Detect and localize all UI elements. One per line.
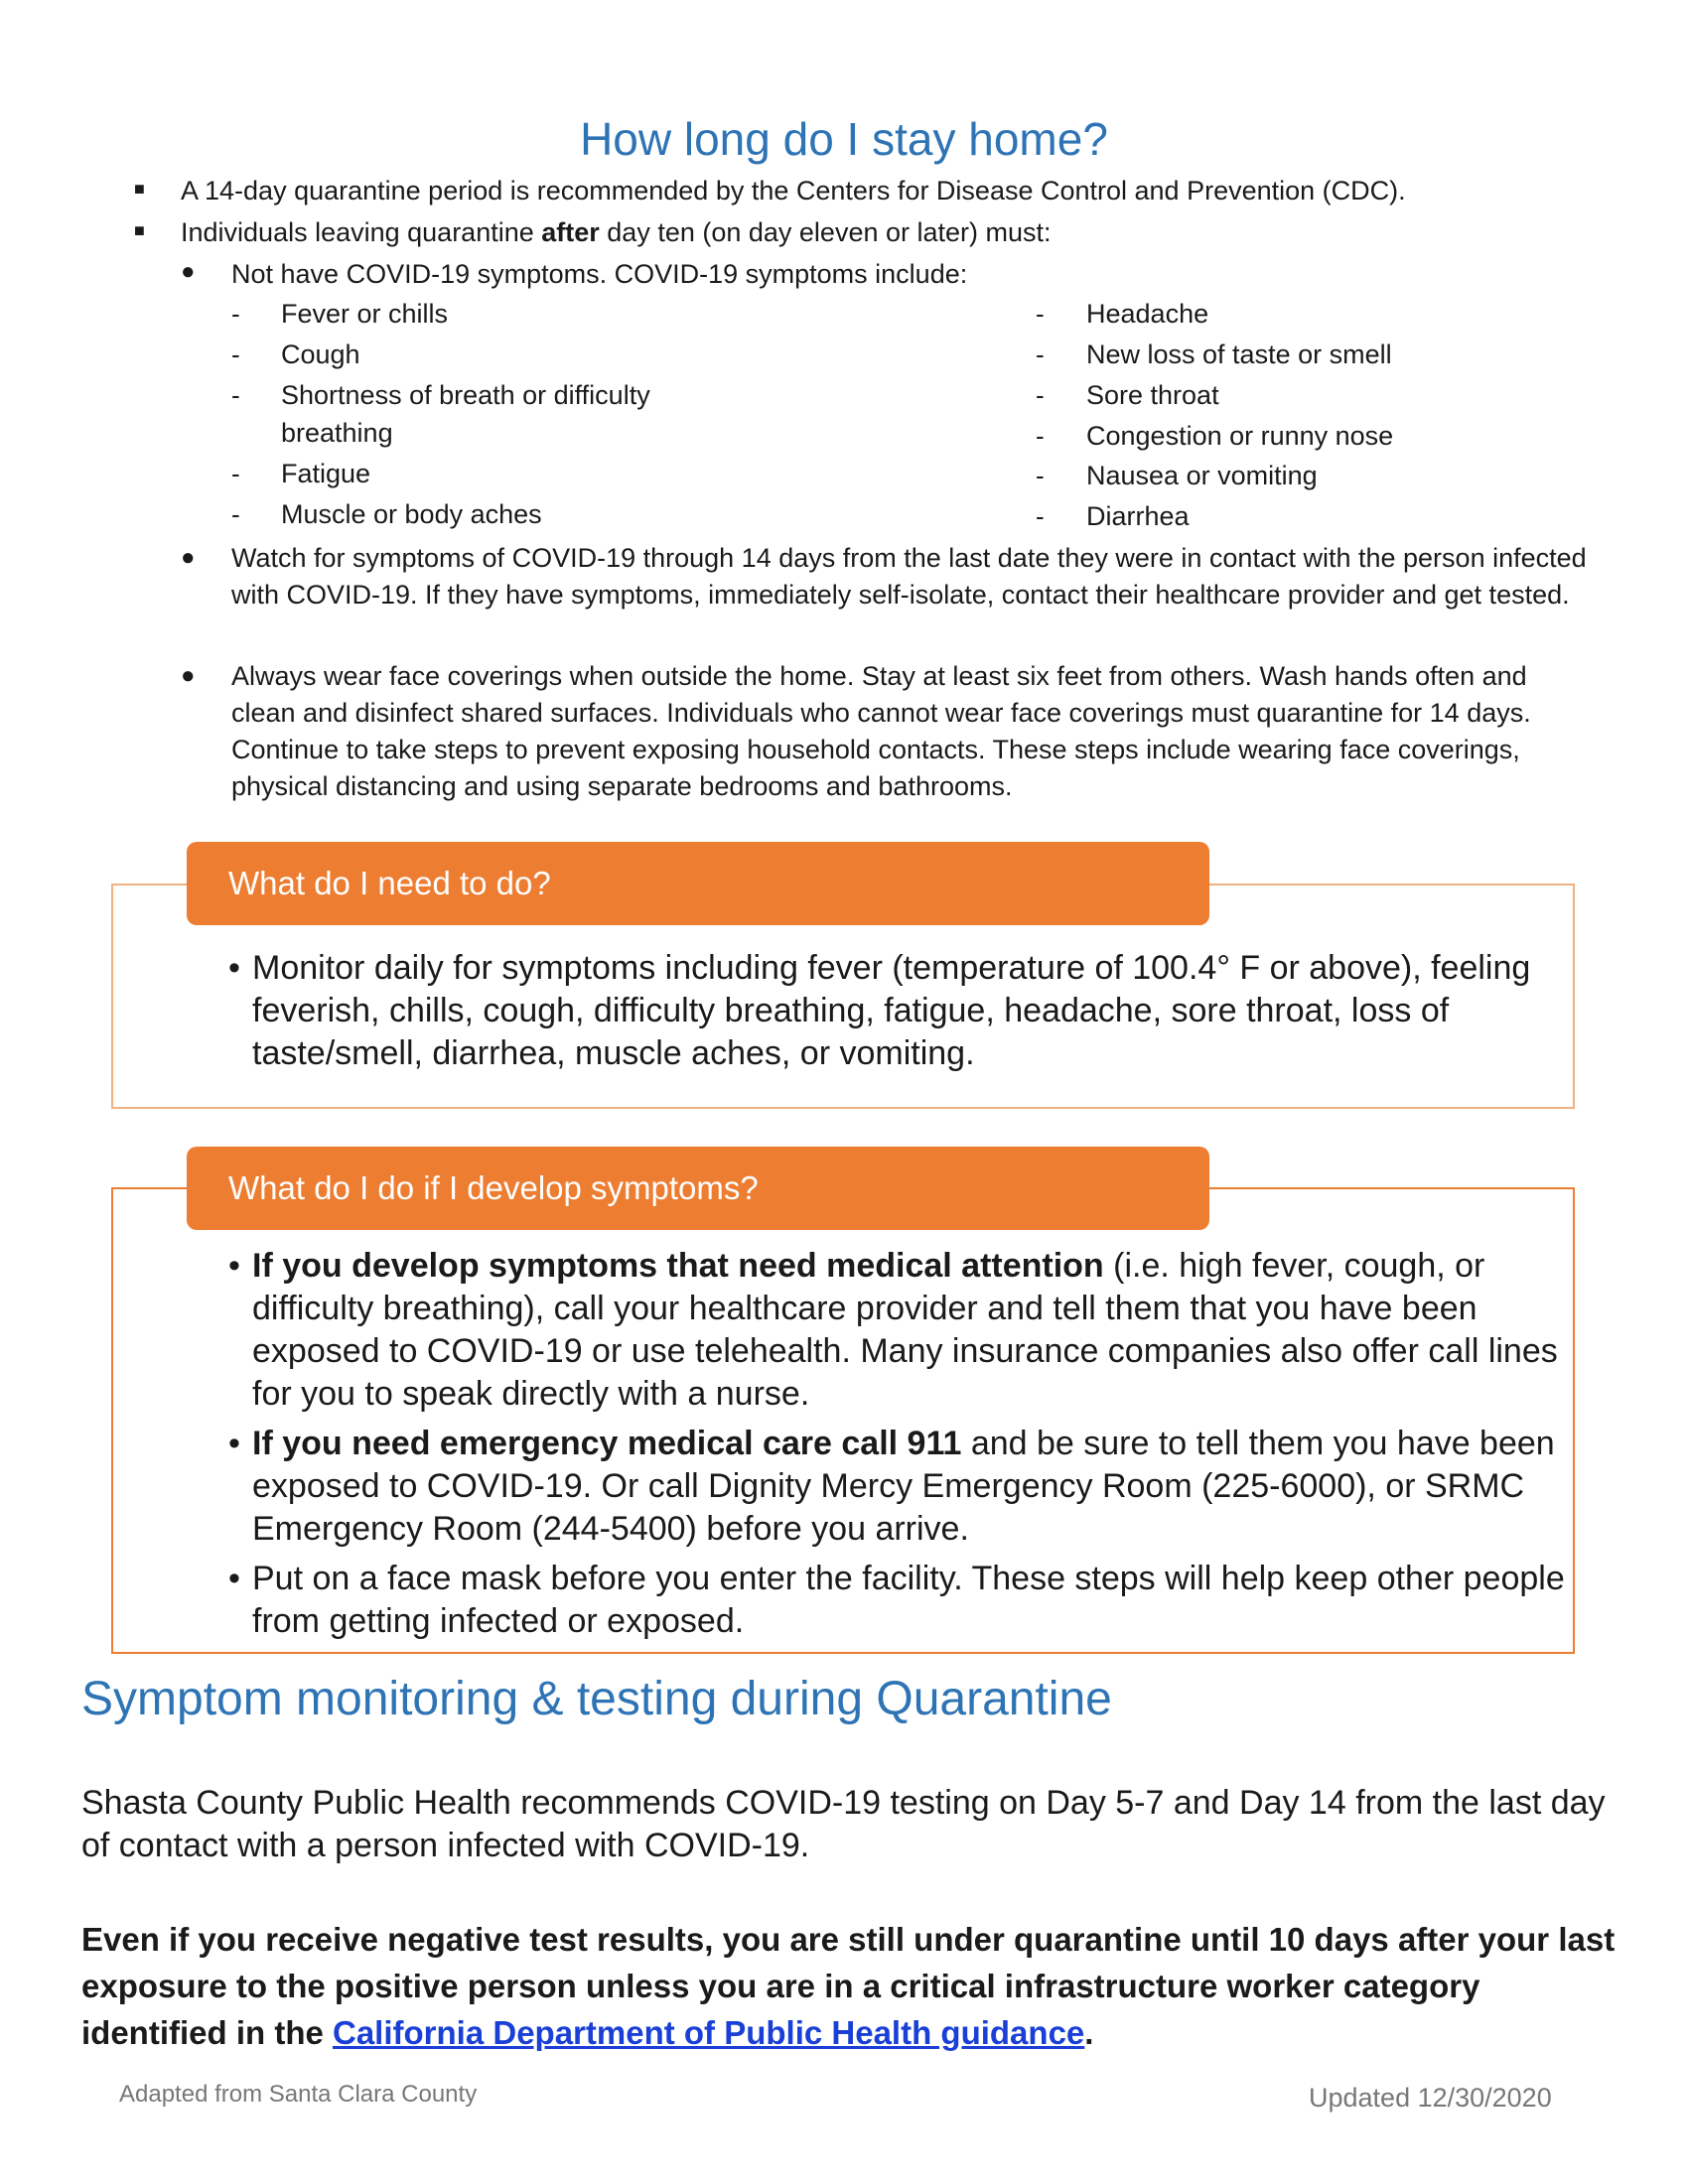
symptom-item: Fatigue (281, 459, 371, 488)
dash-icon: - (231, 459, 240, 488)
square-bullet-icon: ■ (134, 179, 145, 199)
sub-bullet-no-symptoms: Not have COVID-19 symptoms. COVID-19 symptoms include: (231, 259, 968, 289)
symptom-item: Nausea or vomiting (1086, 461, 1318, 490)
symptom-item-continued: breathing (281, 418, 393, 448)
quarantine-warning: Even if you receive negative test results, you are still under quarantine until 10 days after your last exposure to the positive person unless you are in a critical infrastructure worker category identified in the California Department of Public Health guidance. (81, 1921, 1616, 2051)
bullet-cdc: A 14-day quarantine period is recommended by the Centers for Disease Control and Prevention (CDC). (181, 176, 1406, 205)
sub-bullet-watch-symptoms: Watch for symptoms of COVID-19 through 14 days from the last date they were in contact with the person infected with COVID-19. If they have symptoms, immediately self-isolate, contact their healthcare provider and get tested. (231, 543, 1587, 610)
symptom-item: Fever or chills (281, 299, 449, 329)
square-bullet-icon: ■ (134, 220, 145, 240)
symptom-item: Diarrhea (1086, 501, 1190, 531)
dash-icon: - (1036, 461, 1045, 490)
dash-icon: - (231, 299, 240, 329)
dash-icon: - (1036, 501, 1045, 531)
face-mask-item: • Put on a face mask before you enter the facility. These steps will help keep other people from getting infected or exposed. (228, 1558, 1583, 1643)
footer-adapted-from: Adapted from Santa Clara County (119, 2081, 478, 2108)
section-title-testing: Symptom monitoring & testing during Quarantine (81, 1673, 1112, 1725)
dash-icon: - (1036, 421, 1045, 451)
page-title: How long do I stay home? (580, 113, 1108, 165)
develop-symptoms-heading: What do I do if I develop symptoms? (187, 1147, 1209, 1230)
testing-recommendation: Shasta County Public Health recommends COVID-19 testing on Day 5-7 and Day 14 from the last day of contact with a person infected with COVID-19. (81, 1784, 1606, 1864)
symptom-item: Cough (281, 340, 360, 369)
need-to-do-heading: What do I need to do? (187, 842, 1209, 925)
dash-icon: - (231, 499, 240, 529)
symptom-item: New loss of taste or smell (1086, 340, 1392, 369)
symptom-item: Shortness of breath or difficulty (281, 380, 650, 410)
footer-updated-date: Updated 12/30/2020 (1309, 2083, 1552, 2113)
symptom-item: Headache (1086, 299, 1209, 329)
symptom-item: Muscle or body aches (281, 499, 542, 529)
dash-icon: - (231, 380, 240, 410)
dash-icon: - (1036, 380, 1045, 410)
monitor-daily-item: • Monitor daily for symptoms including fever (temperature of 100.4° F or above), feeling feverish, chills, cough, difficulty breathing, fatigue, headache, sore throat, loss of taste/smell, diarrhea, muscle aches, or vomiting. (228, 947, 1583, 1075)
sub-bullet-face-coverings: Always wear face coverings when outside the home. Stay at least six feet from others. Wash hands often and clean and disinfect shared surfaces. Individuals who cannot wear face coverings must quarantine for 14 days. Continue to take steps to prevent exposing household contacts. These steps include wearing face coverings, physical distancing and using separate bedrooms and bathrooms. (231, 661, 1531, 801)
dot-bullet-icon: ● (181, 544, 196, 571)
dash-icon: - (1036, 340, 1045, 369)
symptom-item: Sore throat (1086, 380, 1219, 410)
dash-icon: - (1036, 299, 1045, 329)
cdph-guidance-link[interactable]: California Department of Public Health guidance (333, 2014, 1085, 2051)
medical-attention-item: • If you develop symptoms that need medical attention (i.e. high fever, cough, or difficulty breathing), call your healthcare provider and tell them that you have been exposed to COVID-19 or use telehealth. Many insurance companies also offer call lines for you to speak directly with a nurse. (228, 1245, 1583, 1416)
dot-bullet-icon: ● (181, 662, 196, 689)
symptom-item: Congestion or runny nose (1086, 421, 1394, 451)
emergency-care-item: • If you need emergency medical care call 911 and be sure to tell them you have been exposed to COVID-19. Or call Dignity Mercy Emergency Room (225-6000), or SRMC Emergency Room (244-5400) before you arrive. (228, 1423, 1583, 1551)
dot-bullet-icon: ● (181, 258, 196, 285)
bullet-leaving-quarantine: Individuals leaving quarantine after day ten (on day eleven or later) must: (181, 217, 1052, 247)
dash-icon: - (231, 340, 240, 369)
